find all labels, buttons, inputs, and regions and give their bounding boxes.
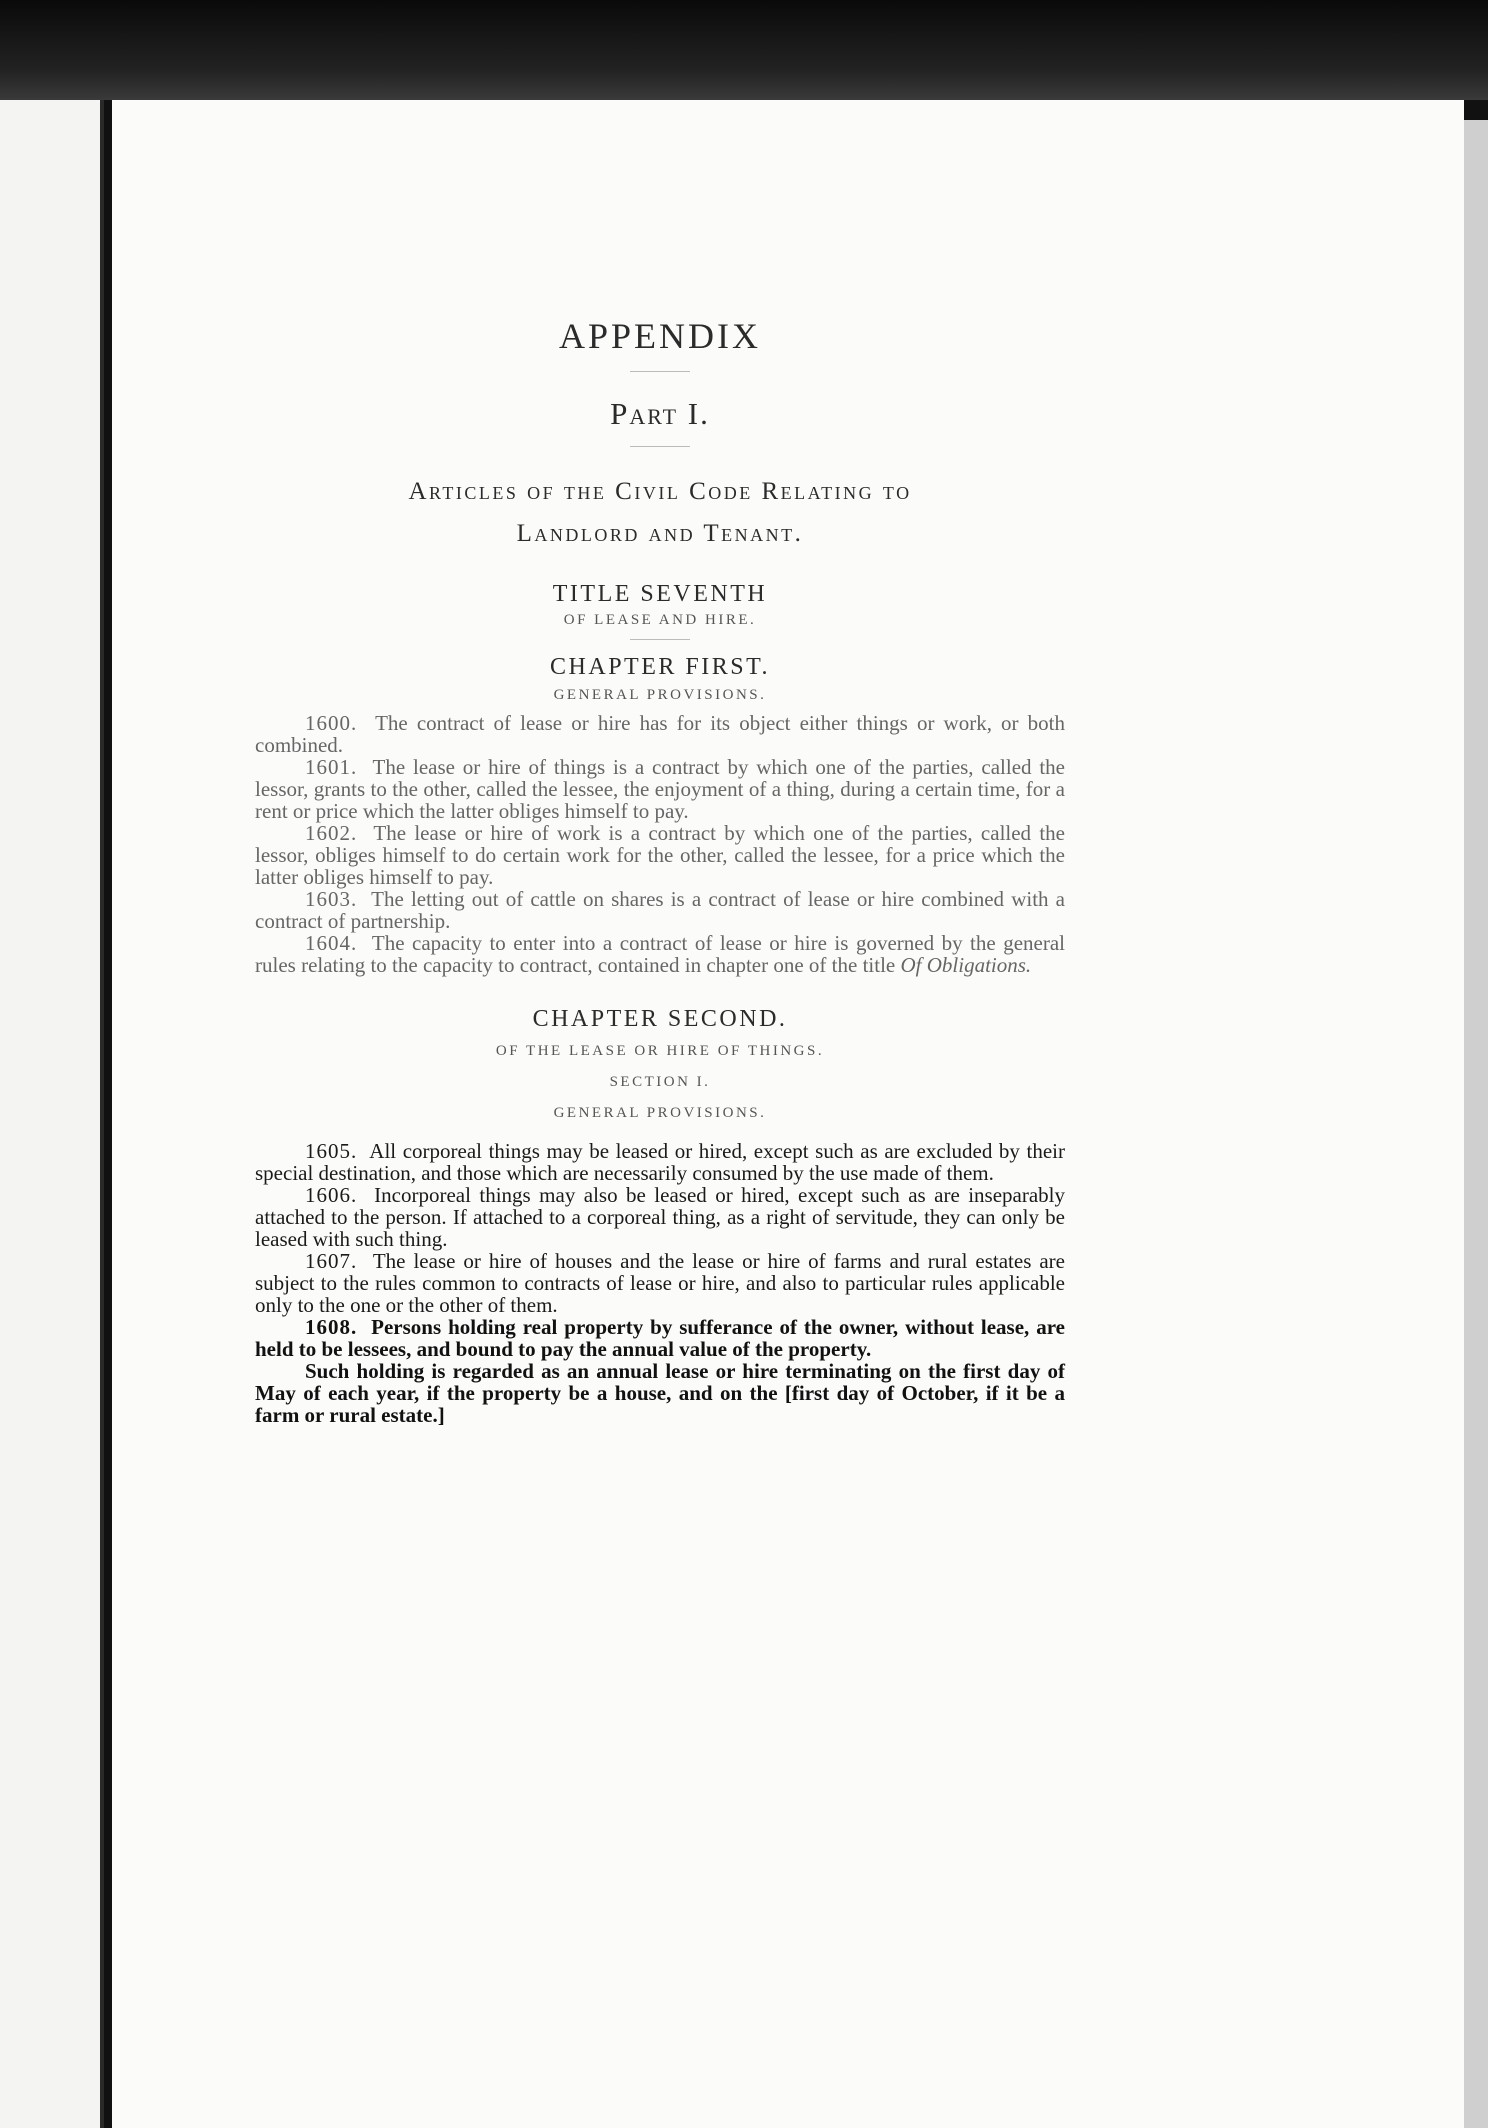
article-number: 1605. xyxy=(305,1139,358,1163)
previous-page-edge xyxy=(0,100,104,2128)
chapter2-header xyxy=(255,1006,1065,1122)
article-text: The lease or hire of work is a contract by which one of the parties, called the lessor, obliges himself to do certain work for the other, called the lessee, for a price which the latter obliges himself to pay. xyxy=(255,821,1065,889)
article-1603 xyxy=(255,888,1065,932)
header-block xyxy=(255,315,1065,704)
title-heading: TITLE SEVENTH xyxy=(552,581,768,607)
part-title: Part I. xyxy=(610,396,710,431)
page-stack-edge xyxy=(1462,120,1488,2128)
article-1607 xyxy=(255,1250,1065,1316)
chapter2-heading: CHAPTER SECOND. xyxy=(532,1006,788,1032)
article-1600 xyxy=(255,712,1065,756)
article-text: The lease or hire of houses and the lease or hire of farms and rural estates are subject to the rules common to contracts of lease or hire, and also to particular rules applicable only to the one or the other of them. xyxy=(255,1249,1065,1317)
article-1601 xyxy=(255,756,1065,822)
article-1606 xyxy=(255,1184,1065,1250)
article-number: 1608. xyxy=(305,1315,358,1339)
article-1608 xyxy=(255,1316,1065,1360)
article-number: 1606. xyxy=(305,1183,358,1207)
article-text: The lease or hire of things is a contract by which one of the parties, called the lessor, grants to the other, called the lessee, the enjoyment of a thing, during a certain time, for a rent or price which the latter obliges himself to pay. xyxy=(255,755,1065,823)
articles-heading-line1: Articles of the Civil Code Relating to xyxy=(408,478,912,505)
article-1604 xyxy=(255,932,1065,976)
appendix-title: APPENDIX xyxy=(558,316,761,356)
article-text: The letting out of cattle on shares is a contract of lease or hire combined with a contract of partnership. xyxy=(255,887,1065,933)
article-number: 1601. xyxy=(305,755,358,779)
chapter1-heading: CHAPTER FIRST. xyxy=(550,654,770,680)
scanner-background xyxy=(0,0,1488,100)
article-number: 1604. xyxy=(305,931,358,955)
article-text: The contract of lease or hire has for its object either things or work, or both combined. xyxy=(255,711,1065,757)
title-subtitle: OF LEASE AND HIRE. xyxy=(563,612,757,628)
article-italic-title: Of Obligations. xyxy=(900,953,1032,977)
article-number: 1607. xyxy=(305,1249,358,1273)
article-number: 1602. xyxy=(305,821,358,845)
divider xyxy=(630,639,690,640)
article-1602 xyxy=(255,822,1065,888)
chapter1-subtitle: GENERAL PROVISIONS. xyxy=(553,687,767,703)
article-text: Incorporeal things may also be leased or hired, except such as are inseparably attached to the person. If attached to a corporeal thing, as a right of servitude, they can only be leased with such thing. xyxy=(255,1183,1066,1251)
page-content xyxy=(255,315,1065,1426)
article-text: All corporeal things may be leased or hired, except such as are excluded by their special destination, and those which are necessarily consumed by the use made of them. xyxy=(255,1139,1066,1185)
section-heading: SECTION I. xyxy=(609,1074,711,1090)
article-text: Persons holding real property by sufferance of the owner, without lease, are held to be lessees, and bound to pay the annual value of the property. xyxy=(255,1315,1066,1361)
section-subtitle: GENERAL PROVISIONS. xyxy=(553,1105,767,1121)
divider xyxy=(630,371,690,372)
article-number: 1600. xyxy=(305,711,358,735)
article-number: 1603. xyxy=(305,887,358,911)
closing-paragraph: Such holding is regarded as an annual lease or hire terminating on the first day of May of each year, if the property be a house, and on the [first day of October, if it be a farm or rural estate.] xyxy=(255,1359,1065,1427)
article-text: The capacity to enter into a contract of lease or hire is governed by the general rules relating to the capacity to contract, contained in chapter one of the title xyxy=(255,931,1066,977)
article-1605 xyxy=(255,1140,1065,1184)
divider xyxy=(630,446,690,447)
chapter2-subtitle: OF THE LEASE OR HIRE OF THINGS. xyxy=(495,1043,825,1059)
articles-heading-line2: Landlord and Tenant. xyxy=(516,520,804,547)
